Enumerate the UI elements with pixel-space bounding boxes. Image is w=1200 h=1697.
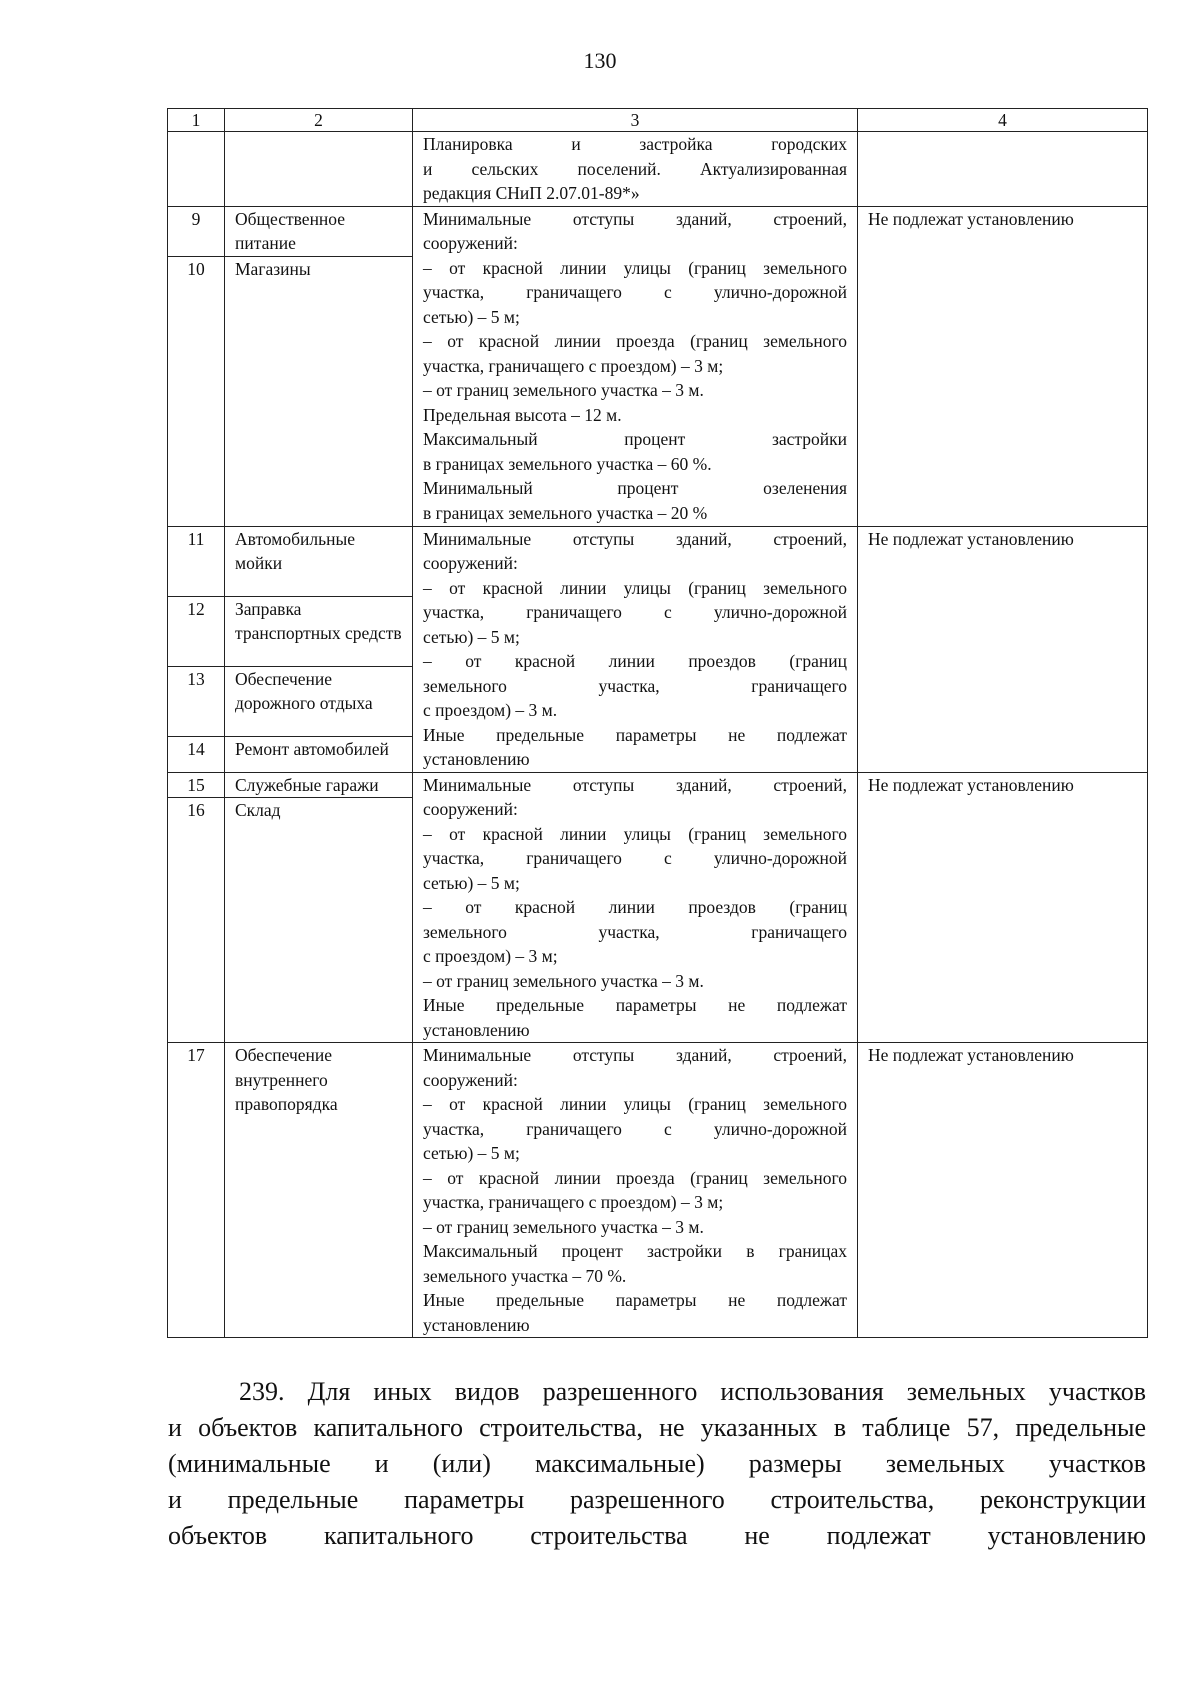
row-name: Магазины [225, 256, 413, 526]
row-name: Общественное питание [225, 206, 413, 256]
row-name: Служебные гаражи [225, 772, 413, 798]
row-name: Ремонт автомобилей [225, 736, 413, 772]
parameters-cell: Минимальные отступы зданий, строений, сооружений: – от красной линии улицы (границ земельного участка, граничащего с улично-дорожной сетью) – 5 м; – от красной линии проездов (границ земельного участка, граничащего с проездом) – 3 м; – от границ земельного участка – 3 м. Иные предельные параметры не подлежат установлению [413, 772, 858, 1043]
row-number: 16 [168, 798, 225, 1043]
table-header-row [168, 109, 1148, 132]
requirement-cell: Не подлежат установлению [858, 206, 1148, 526]
row-name: Автомобильные мойки [225, 526, 413, 596]
column-header: 1 [168, 109, 225, 132]
table-row [168, 206, 1148, 256]
parameters-cell: Минимальные отступы зданий, строений, сооружений: – от красной линии улицы (границ земельного участка, граничащего с улично-дорожной сетью) – 5 м; – от красной линии проезда (границ земельного участка, граничащего с проездом) – 3 м; – от границ земельного участка – 3 м. Максимальный процент застройки в границах земельного участка – 70 %. Иные предельные параметры не подлежат установлению [413, 1043, 858, 1338]
row-number: 14 [168, 736, 225, 772]
page-number: 130 [583, 48, 617, 73]
column-header: 4 [858, 109, 1148, 132]
row-number: 12 [168, 596, 225, 666]
row-name: Склад [225, 798, 413, 1043]
row-number: 13 [168, 666, 225, 736]
row-number: 17 [168, 1043, 225, 1338]
paragraph-239: 239. Для иных видов разрешенного использования земельных участков и объектов капитального строительства, не указанных в таблице 57, предельные (минимальные и (или) максимальные) размеры земельных участков и предельные параметры разрешенного строительства, реконструкции объектов капитального строительства не подлежат установлению [168, 1377, 1146, 1550]
column-header: 2 [225, 109, 413, 132]
requirement-cell: Не подлежат установлению [858, 772, 1148, 1043]
row-name: Обеспечение внутреннего правопорядка [225, 1043, 413, 1338]
row-number: 9 [168, 206, 225, 256]
requirement-cell: Не подлежат установлению [858, 1043, 1148, 1338]
parameters-cell: Минимальные отступы зданий, строений, сооружений: – от красной линии улицы (границ земельного участка, граничащего с улично-дорожной сетью) – 5 м; – от красной линии проездов (границ земельного участка, граничащего с проездом) – 3 м. Иные предельные параметры не подлежат установлению [413, 526, 858, 772]
row-number: 15 [168, 772, 225, 798]
row-name: Заправка транспортных средств [225, 596, 413, 666]
column-header: 3 [413, 109, 858, 132]
row-name: Обеспечение дорожного отдыха [225, 666, 413, 736]
row-number: 11 [168, 526, 225, 596]
table-row [168, 526, 1148, 596]
table-row [168, 772, 1148, 798]
continuation-text: Планировка и застройка городских и сельских поселений. Актуализированная редакция СНиП 2.07.01-89*» [413, 132, 858, 207]
row-number: 10 [168, 256, 225, 526]
table-row [168, 1043, 1148, 1338]
parameters-cell: Минимальные отступы зданий, строений, сооружений: – от красной линии улицы (границ земельного участка, граничащего с улично-дорожной сетью) – 5 м; – от красной линии проезда (границ земельного участка, граничащего с проездом) – 3 м; – от границ земельного участка – 3 м. Предельная высота – 12 м. Максимальный процент застройки в границах земельного участка – 60 %. Минимальный процент озеленения в границах земельного участка – 20 % [413, 206, 858, 526]
table-row-continuation [168, 132, 1148, 207]
requirement-cell: Не подлежат установлению [858, 526, 1148, 772]
regulations-table [167, 108, 1148, 1338]
